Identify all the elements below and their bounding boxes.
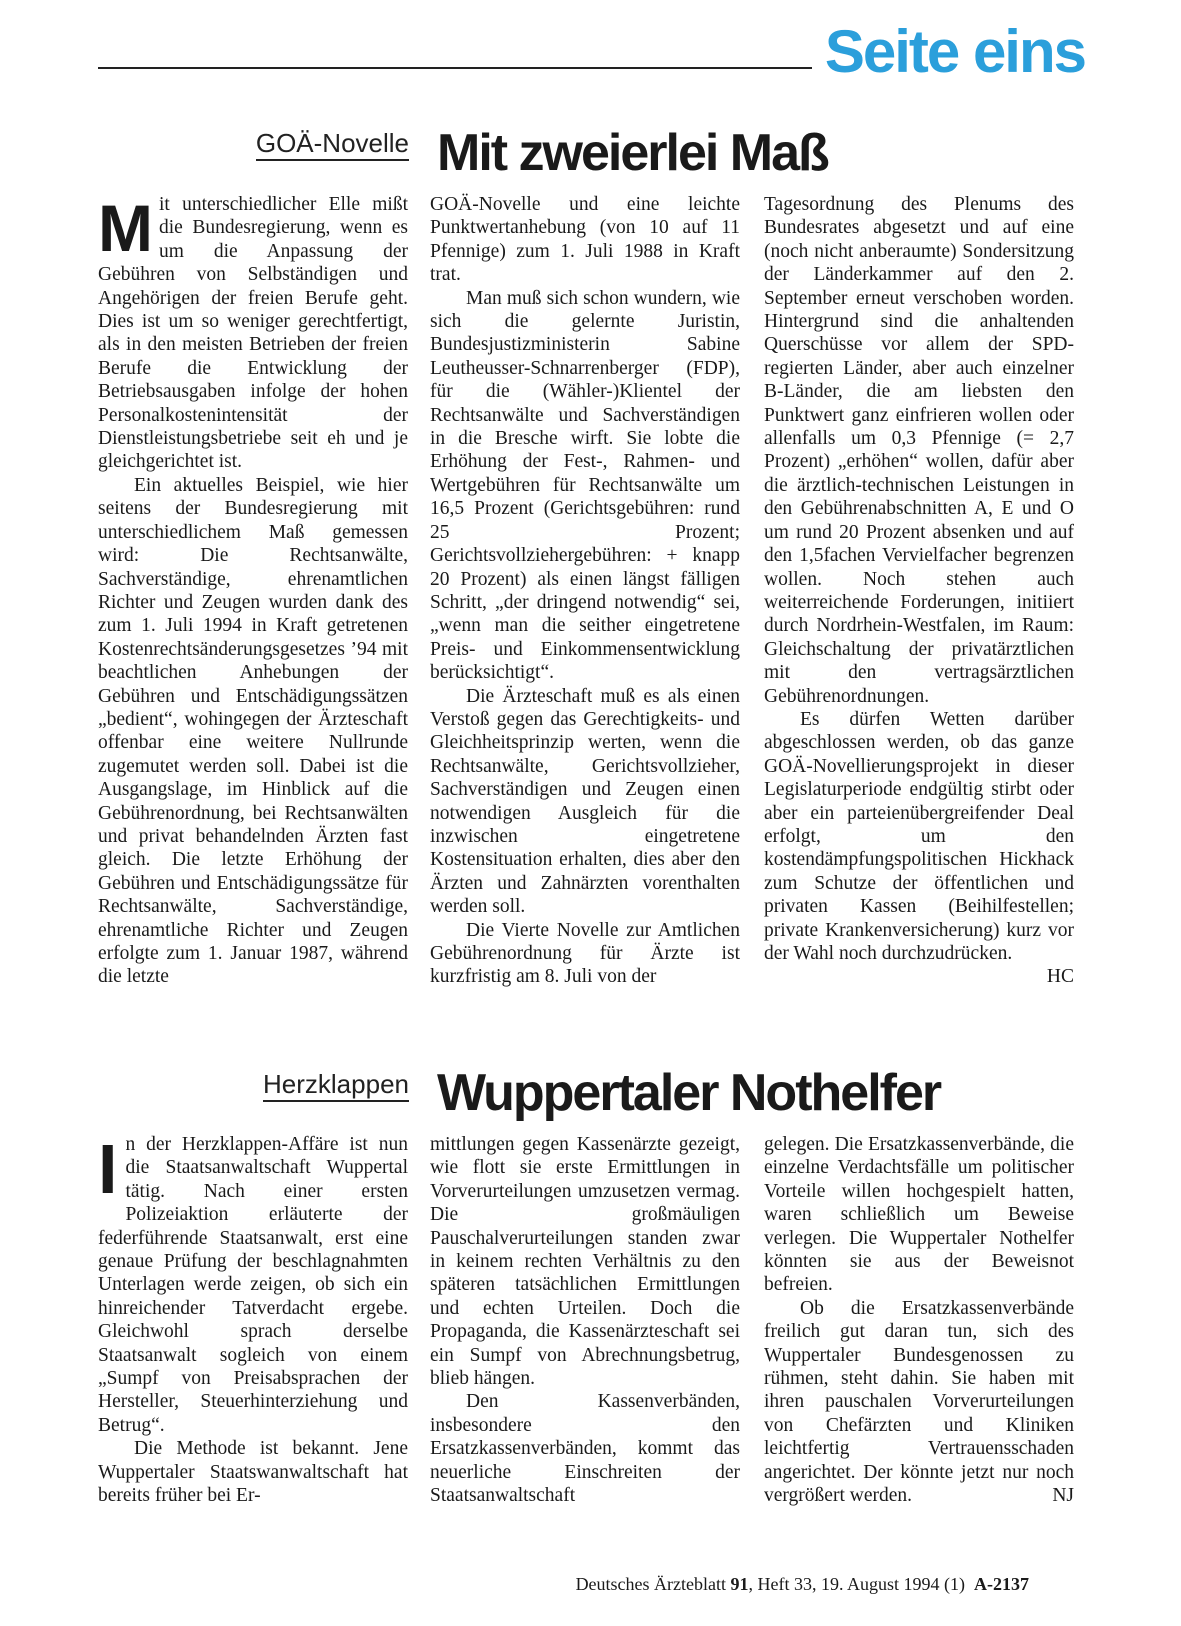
article2-paragraph: In der Herzklappen-Affäre ist nun die Staatsanwaltschaft Wuppertal tätig. Nach einer ersten Polizeiaktion erläuterte der federführende Staatsanwalt, erst eine genaue Prüfung der beschlagnahmten Unterlagen werde zeigen, ob sich ein hinreichender Tatverdacht ergebe. Gleichwohl sprach derselbe Staatsanwalt sogleich von einem „Sumpf von Preisabsprachen der Hersteller, Steuerhinterziehung und Betrug“. — [98, 1130, 408, 1436]
footer-journal: Deutsches Ärzteblatt — [575, 1574, 727, 1594]
footer-page-number: A-2137 — [974, 1574, 1029, 1594]
footer-issue-date: , Heft 33, 19. August 1994 (1) — [748, 1574, 965, 1594]
article2-signature: NJ — [1052, 1485, 1074, 1507]
article2-column-2 — [430, 1133, 740, 1508]
article1-paragraph: Mit unterschiedlicher Elle mißt die Bundesregierung, wenn es um die Anpassung der Gebühren von Selbständigen und Angehörigen der freien Berufe geht. Dies ist um so weniger gerechtfertigt, als in den meisten Betrieben der freien Berufe die Entwicklung der Betriebsausgaben infolge der hohen Personalkostenintensität der Dienstleistungsbetriebe seit eh und je gleichgerichtet ist. — [98, 191, 408, 473]
article1-column-1 — [98, 193, 408, 989]
article1-column-2 — [430, 193, 740, 989]
article2-paragraph: gelegen. Die Ersatzkassenverbände, die einzelne Verdachtsfälle um politischer Vorteile willen hochgespielt hatten, waren schließlich um Beweise verlegen. Die Wuppertaler Nothelfer könnten sie aus der Beweisnot befreien. — [764, 1134, 1074, 1296]
article1-column-3 — [764, 193, 1074, 989]
article1-paragraph: Die Vierte Novelle zur Amtlichen Gebührenordnung für Ärzte ist kurzfristig am 8. Juli von der — [430, 919, 740, 988]
article1-paragraph: Die Ärzteschaft muß es als einen Verstoß gegen das Gerechtigkeits- und Gleichheitsprinzip werten, wenn die Rechtsanwälte, Gerichtsvollzieher, Sachverständigen und Zeugen einen notwendigen Ausgleich für die inzwischen eingetretene Kostensituation erhalten, dies aber den Ärzten und Zahnärzten vorenthalten werden soll. — [430, 685, 740, 918]
article1-paragraph: Man muß sich schon wundern, wie sich die gelernte Juristin, Bundesjustizministerin Sabine Leutheusser-Schnarrenberger (FDP), für die (Wähler-)Klientel der Rechtsanwälte und Sachverständigen in die Bresche wirft. Sie lobte die Erhöhung der Fest-, Rahmen- und Wertgebühren für Rechtsanwälte um 16,5 Prozent (Gerichtsgebühren: rund 25 Prozent; Gerichtsvollziehergebühren: + knapp 20 Prozent) als einen längst fälligen Schritt, „der dringend notwendig“ sei, „wenn man die seither eingetretene Preis- und Einkommensentwicklung berücksichtigt“. — [430, 287, 740, 684]
article2-paragraph: mittlungen gegen Kassenärzte gezeigt, wie flott sie erste Ermittlungen in Vorverurteilungen umzusetzen vermag. Die großmäuligen Pauschalverurteilungen standen zwar in keinem rechten Verhältnis zu den späteren tatsächlichen Ermittlungen und echten Urteilen. Doch die Propaganda, die Kassenärzteschaft sei ein Sumpf von Abrechnungsbetrug, blieb hängen. — [430, 1134, 740, 1390]
article2-kicker: Herzklappen — [263, 1071, 409, 1102]
article2-dropcap: I — [98, 1130, 118, 1208]
footer-volume: 91 — [730, 1574, 749, 1594]
header-rule — [98, 67, 812, 69]
article2-headline: Wuppertaler Nothelfer — [437, 1064, 941, 1122]
article2-paragraph: Die Methode ist bekannt. Jene Wuppertaler Staatswanwaltschaft hat bereits früher bei Er- — [98, 1438, 408, 1507]
article2-column-3 — [764, 1133, 1074, 1508]
article1-paragraph: Es dürfen Wetten darüber abgeschlossen werden, ob das ganze GOÄ-Novellierungsprojekt in dieser Legislaturperiode endgültig stirbt oder aber ein parteienübergreifender Deal erfolgt, um den kostendämpfungspolitischen Hickhack zum Schutze der öffentlichen und privaten Kassen (Beihilfestellen; private Krankenversicherung) kurz vor der Wahl noch durchzudrücken. HC — [764, 708, 1074, 988]
article2-paragraph: Ob die Ersatzkassenverbände freilich gut daran tun, sich des Wuppertaler Bundesgenossen zu rühmen, steht dahin. Sie haben mit ihren pauschalen Vorverurteilungen von Chefärzten und Kliniken leichtfertig Vertrauensschaden angerichtet. Der könnte jetzt nur noch vergrößert werden. NJ — [764, 1297, 1074, 1507]
page-footer — [576, 1574, 1029, 1595]
article2-paragraph: Den Kassenverbänden, insbesondere den Ersatzkassenverbänden, kommt das neuerliche Einschreiten der Staatsanwaltschaft — [430, 1391, 740, 1507]
article1-paragraph: Tagesordnung des Plenums des Bundesrates abgesetzt und auf eine (noch nicht anberaumte) Sondersitzung der Länderkammer auf den 2. September erneut verschoben worden. Hintergrund sind die anhaltenden Querschüsse vor allem der SPD-regierten Länder, aber auch einzelner B-Länder, die am liebsten den Punktwert ganz einfrieren wollen oder allenfalls um 0,3 Pfennige (= 2,7 Prozent) „erhöhen“ wollen, dafür aber die ärztlich-technischen Leistungen in den Gebührenabschnitten A, E und O um rund 20 Prozent absenken und auf den 1,5fachen Vervielfacher begrenzen wollen. Noch stehen auch weiterreichende Forderungen, initiiert durch Nordrhein-Westfalen, im Raum: Gleichschaltung der privatärztlichen mit den vertragsärztlichen Gebührenordnungen. — [764, 194, 1074, 707]
section-title: Seite eins — [824, 18, 1085, 85]
article1-paragraph: Ein aktuelles Beispiel, wie hier seitens der Bundesregierung mit unterschiedlichem Maß gemessen wird: Die Rechtsanwälte, Sachverständige, ehrenamtlichen Richter und Zeugen wurden dank des zum 1. Juli 1994 in Kraft getretenen Kostenrechtsänderungsgesetzes ’94 mit beachtlichen Anhebungen der Gebühren und Entschädigungssätzen „bedient“, wohingegen der Ärzteschaft offenbar eine weitere Nullrunde zugemutet werden soll. Dabei ist die Ausgangslage, im Hinblick auf die Gebührenordnung, bei Rechtsanwälten und privat behandelnden Ärzten fast gleich. Die letzte Erhöhung der Gebühren und Entschädigungssätze für Rechtsanwälte, Sachverständige, ehrenamtliche Richter und Zeugen erfolgte zum 1. Januar 1987, während die letzte — [98, 474, 408, 988]
article1-headline: Mit zweierlei Maß — [437, 124, 828, 182]
article1-kicker: GOÄ-Novelle — [256, 130, 409, 161]
article1-signature: HC — [1046, 966, 1074, 988]
article1-paragraph: GOÄ-Novelle und eine leichte Punktwertanhebung (von 10 auf 11 Pfennige) zum 1. Juli 1988 in Kraft trat. — [430, 194, 740, 286]
article2-column-1 — [98, 1130, 408, 1508]
article1-dropcap: M — [98, 191, 153, 265]
